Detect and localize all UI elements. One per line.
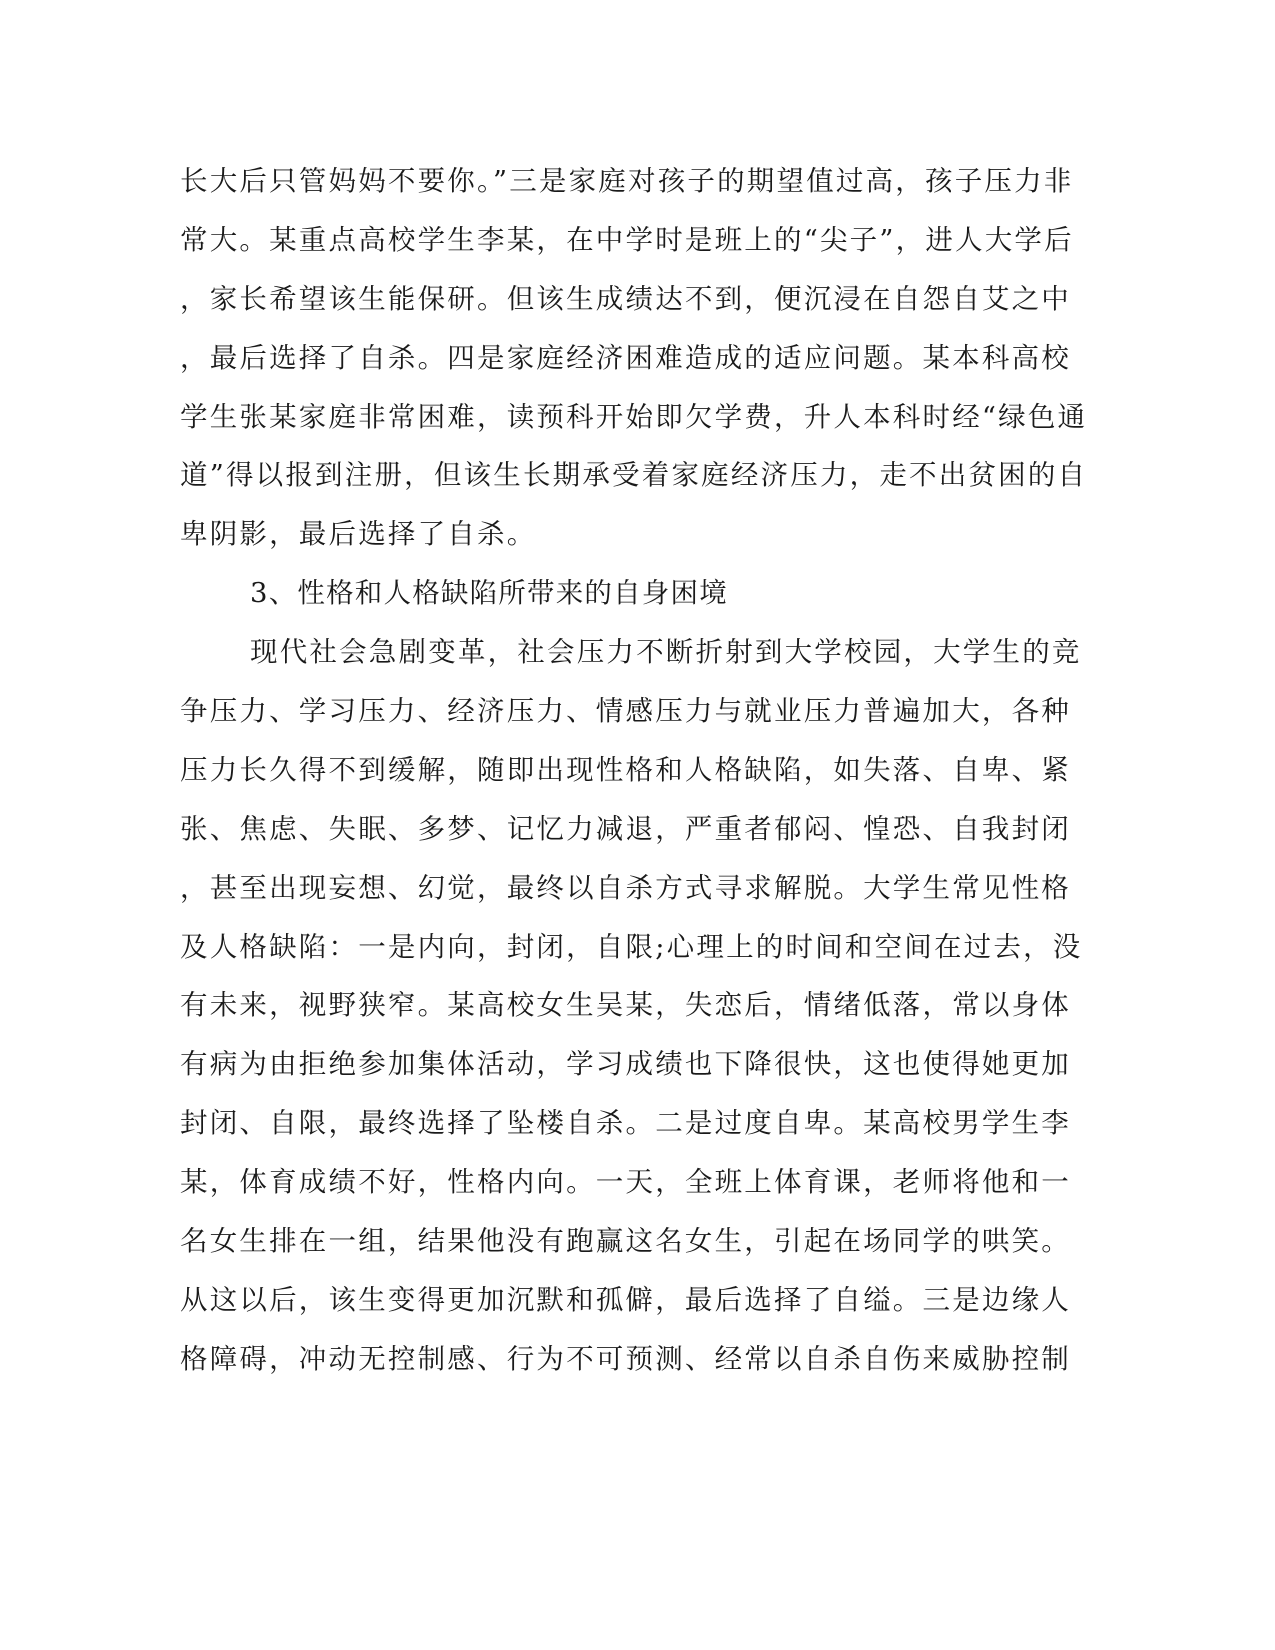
text-line: 卑阴影，最后选择了自杀。	[180, 518, 537, 551]
text-line: 格障碍，冲动无控制感、行为不可预测、经常以自杀自伤来威胁控制	[180, 1342, 1071, 1375]
text-line: ，甚至出现妄想、幻觉，最终以自杀方式寻求解脱。大学生常见性格	[180, 871, 1071, 904]
text-line: 某，体育成绩不好，性格内向。一天，全班上体育课，老师将他和一	[180, 1166, 1071, 1199]
text-line: 及人格缺陷：一是内向，封闭，自限;心理上的时间和空间在过去，没	[180, 930, 1083, 963]
text-line: 从这以后，该生变得更加沉默和孤僻，最后选择了自缢。三是边缘人	[180, 1283, 1071, 1316]
text-line: 有病为由拒绝参加集体活动，学习成绩也下降很快，这也使得她更加	[180, 1048, 1071, 1081]
text-line: 争压力、学习压力、经济压力、情感压力与就业压力普遍加大，各种	[180, 695, 1071, 728]
text-line: 常大。某重点高校学生李某，在中学时是班上的“尖子”，进人大学后	[180, 223, 1074, 256]
text-line: 长大后只管妈妈不要你。”三是家庭对孩子的期望值过高，孩子压力非	[180, 165, 1074, 197]
text-line: ，最后选择了自杀。四是家庭经济困难造成的适应问题。某本科高校	[180, 341, 1071, 374]
text-line: ，家长希望该生能保研。但该生成绩达不到，便沉浸在自怨自艾之中	[180, 282, 1071, 315]
text-line: 道”得以报到注册，但该生长期承受着家庭经济压力，走不出贫困的自	[180, 459, 1088, 492]
text-line: 压力长久得不到缓解，随即出现性格和人格缺陷，如失落、自卑、紧	[180, 753, 1071, 786]
paragraph-first-line: 现代社会急剧变革，社会压力不断折射到大学校园，大学生的竞	[250, 636, 1082, 669]
text-line: 张、焦虑、失眠、多梦、记忆力减退，严重者郁闷、惶恐、自我封闭	[180, 812, 1071, 845]
text-line: 名女生排在一组，结果他没有跑赢这名女生，引起在场同学的哄笑。	[180, 1225, 1071, 1258]
text-line: 有未来，视野狭窄。某高校女生吴某，失恋后，情绪低落，常以身体	[180, 989, 1071, 1022]
text-line: 学生张某家庭非常困难，读预科开始即欠学费，升人本科时经“绿色通	[180, 400, 1088, 433]
body-text	[180, 152, 1088, 1389]
section-heading: 3、性格和人格缺陷所带来的自身困境	[250, 577, 728, 610]
text-line: 封闭、自限，最终选择了坠楼自杀。二是过度自卑。某高校男学生李	[180, 1107, 1071, 1140]
